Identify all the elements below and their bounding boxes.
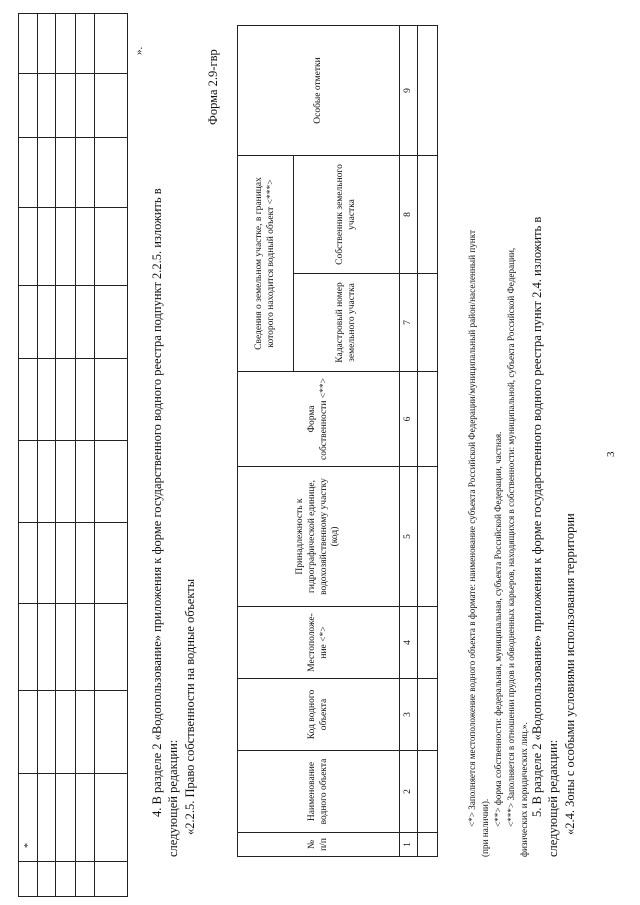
paragraph-4-line2: следующей редакции:: [166, 739, 180, 857]
column-number: 3: [400, 679, 418, 751]
previous-table-strip: [18, 13, 128, 897]
strip-closing-quote: ».: [133, 46, 145, 55]
footnote-3: <***> Заполняется в отношении прудов и обводненных карьеров, находящихся в собственности: муниципальной, субъекта Российской Федерации,: [506, 247, 516, 827]
column-number: 7: [400, 274, 418, 372]
header-notes: Особые отметки: [238, 26, 400, 156]
paragraph-4-line1: 4. В разделе 2 «Водопользование» приложения к форме государственного водного реестра подпункт 2.2.5. изложить в: [150, 188, 164, 817]
header-no: № п/п: [238, 833, 400, 857]
section-24-title: «2.4. Зоны с особыми условиями использования территории: [563, 513, 577, 835]
column-number: 4: [400, 607, 418, 679]
column-number: 9: [400, 26, 418, 156]
form-label: Форма 2.9-гвр: [206, 49, 220, 125]
column-numbers-row: [400, 26, 418, 857]
header-cadastral: Кадастровый номер земельного участка: [294, 274, 400, 372]
header-name: Наименование водного объекта: [238, 751, 400, 833]
table-row: [418, 26, 438, 857]
header-hydro: Принадлежность к гидрографической единице, водохозяйственному участку (код): [238, 467, 400, 607]
section-225-title: «2.2.5. Право собственности на водные объекты: [183, 578, 197, 835]
header-code: Код водного объекта: [238, 679, 400, 751]
column-number: 1: [400, 833, 418, 857]
ownership-table: [237, 25, 438, 857]
header-owner: Собственник земельного участка: [294, 156, 400, 274]
footnote-1-continued: (при наличии).: [480, 798, 490, 857]
footnote-2: <**> форма собственности: федеральная, муниципальная, субъекта Российской Федерации, частная.: [493, 431, 503, 827]
column-number: 6: [400, 372, 418, 467]
header-ownership: Форма собственности <**>: [238, 372, 400, 467]
footnote-3-continued: физических и юридических лиц.».: [519, 722, 529, 857]
page-number: 3: [605, 451, 617, 457]
column-number: 2: [400, 751, 418, 833]
paragraph-5-line2: следующей редакции:: [546, 739, 560, 857]
header-land-group: Сведения о земельном участке, в границах которого находится водный объект <***>: [238, 156, 294, 372]
column-number: 8: [400, 156, 418, 274]
paragraph-5-line1: 5. В разделе 2 «Водопользование» приложения к форме государственного водного реестра пункт 2.4. изложить в: [530, 216, 544, 817]
header-location: Местоположе-ние <*>: [238, 607, 400, 679]
footnote-1: <*> Заполняется местоположение водного объекта в формате: наименование субъекта Российской Федерации/муниципальный район/населенный пункт: [467, 229, 477, 827]
column-number: 5: [400, 467, 418, 607]
strip-mark: *: [23, 843, 34, 848]
